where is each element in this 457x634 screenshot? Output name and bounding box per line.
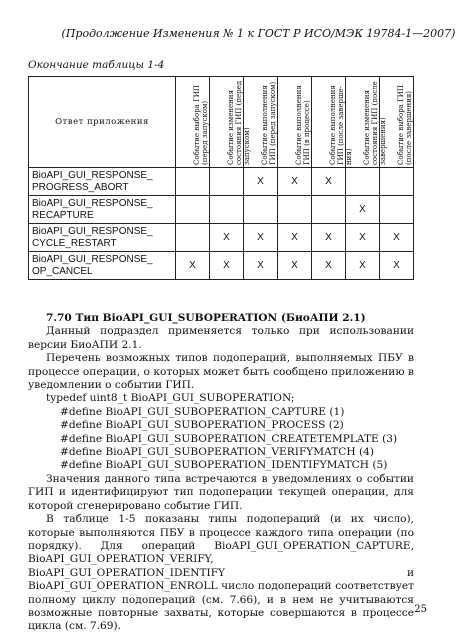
column-header: Событие изменения состояния ГИП (после завершения): [346, 77, 380, 168]
mark-cell: X: [244, 224, 278, 252]
mark-cell: X: [346, 224, 380, 252]
code-line: #define BioAPI_GUI_SUBOPERATION_PROCESS (2): [60, 419, 344, 432]
page-number: 25: [414, 604, 427, 615]
code-line: #define BioAPI_GUI_SUBOPERATION_CAPTURE (1): [60, 405, 345, 418]
table-header-row: [29, 77, 414, 168]
response-table: [28, 76, 414, 280]
paragraph: В таблице 1-5 показаны типы подопераций (и их число), которые выполняются ПБУ в процессе каждого типа операции (по порядку). Для операций BioAPI_GUI_OPERATION_CAPTURE, BioAPI_GUI_OPERATION_VERIFY, BioAPI_GUI_OPERATION_IDENTIFY и BioAPI_GUI_OPERATION_ENROLL число подопераций соответствует полному циклу подопераций (см. 7.66), и в нем не учитываются возможные повторные захваты, которые совершаются в процессе цикла (см. 7.69).: [28, 513, 414, 633]
mark-cell: X: [380, 252, 414, 280]
mark-cell: [176, 196, 210, 224]
mark-cell: X: [210, 252, 244, 280]
code-line: #define BioAPI_GUI_SUBOPERATION_VERIFYMATCH (4): [60, 446, 374, 459]
column-header: Событие выбора ГИП (перед запуском): [176, 77, 210, 168]
table-row: [29, 252, 414, 280]
column-header: Событие выполнения ГИП (в процессе): [278, 77, 312, 168]
mark-cell: [210, 168, 244, 196]
mark-cell: X: [312, 168, 346, 196]
table-caption: Окончание таблицы 1-4: [28, 59, 165, 71]
mark-cell: X: [346, 196, 380, 224]
row-label: BioAPI_GUI_RESPONSE_ OP_CANCEL: [29, 252, 176, 280]
row-label: BioAPI_GUI_RESPONSE_ RECAPTURE: [29, 196, 176, 224]
mark-cell: [312, 196, 346, 224]
mark-cell: [176, 224, 210, 252]
table-row: [29, 224, 414, 252]
column-header-response: Ответ приложения: [29, 77, 176, 168]
code-line: #define BioAPI_GUI_SUBOPERATION_CREATETEMPLATE (3): [60, 432, 398, 445]
mark-cell: [278, 196, 312, 224]
mark-cell: X: [278, 168, 312, 196]
column-header: Событие выполнения ГИП (перед запуском): [244, 77, 278, 168]
mark-cell: X: [278, 252, 312, 280]
section-heading: 7.70 Тип BioAPI_GUI_SUBOPERATION (БиоАПИ 2.1): [46, 312, 366, 324]
mark-cell: X: [210, 224, 244, 252]
table-row: [29, 168, 414, 196]
body-text: [28, 312, 414, 634]
mark-cell: X: [244, 252, 278, 280]
mark-cell: [380, 196, 414, 224]
mark-cell: X: [380, 224, 414, 252]
mark-cell: X: [176, 252, 210, 280]
column-header: Событие выбора ГИП (после завершения): [380, 77, 414, 168]
column-header: Событие изменения состояния ГИП (перед запуском): [210, 77, 244, 168]
mark-cell: [244, 196, 278, 224]
paragraph: Данный подраздел применяется только при использовании версии БиоАПИ 2.1.: [28, 325, 414, 351]
code-line: #define BioAPI_GUI_SUBOPERATION_IDENTIFYMATCH (5): [60, 459, 388, 472]
mark-cell: X: [312, 252, 346, 280]
code-line: typedef uint8_t BioAPI_GUI_SUBOPERATION;: [46, 392, 295, 405]
mark-cell: [176, 168, 210, 196]
table-row: [29, 196, 414, 224]
running-header: (Продолжение Изменения № 1 к ГОСТ Р ИСО/МЭК 19784-1—2007): [61, 27, 456, 40]
paragraph: Перечень возможных типов подопераций, выполняемых ПБУ в процессе операции, о которых может быть сообщено приложению в уведомлении о событии ГИП.: [28, 352, 414, 392]
column-header: Событие выполнения ГИП (после заверше-ния): [312, 77, 346, 168]
mark-cell: X: [312, 224, 346, 252]
paragraph: Значения данного типа встречаются в уведомлениях о событии ГИП и идентифицируют тип подоперации текущей операции, для которой сгенерировано событие ГИП.: [28, 472, 414, 512]
mark-cell: X: [278, 224, 312, 252]
row-label: BioAPI_GUI_RESPONSE_ CYCLE_RESTART: [29, 224, 176, 252]
mark-cell: X: [244, 168, 278, 196]
row-label: BioAPI_GUI_RESPONSE_ PROGRESS_ABORT: [29, 168, 176, 196]
mark-cell: [380, 168, 414, 196]
mark-cell: X: [346, 252, 380, 280]
mark-cell: [210, 196, 244, 224]
mark-cell: [346, 168, 380, 196]
